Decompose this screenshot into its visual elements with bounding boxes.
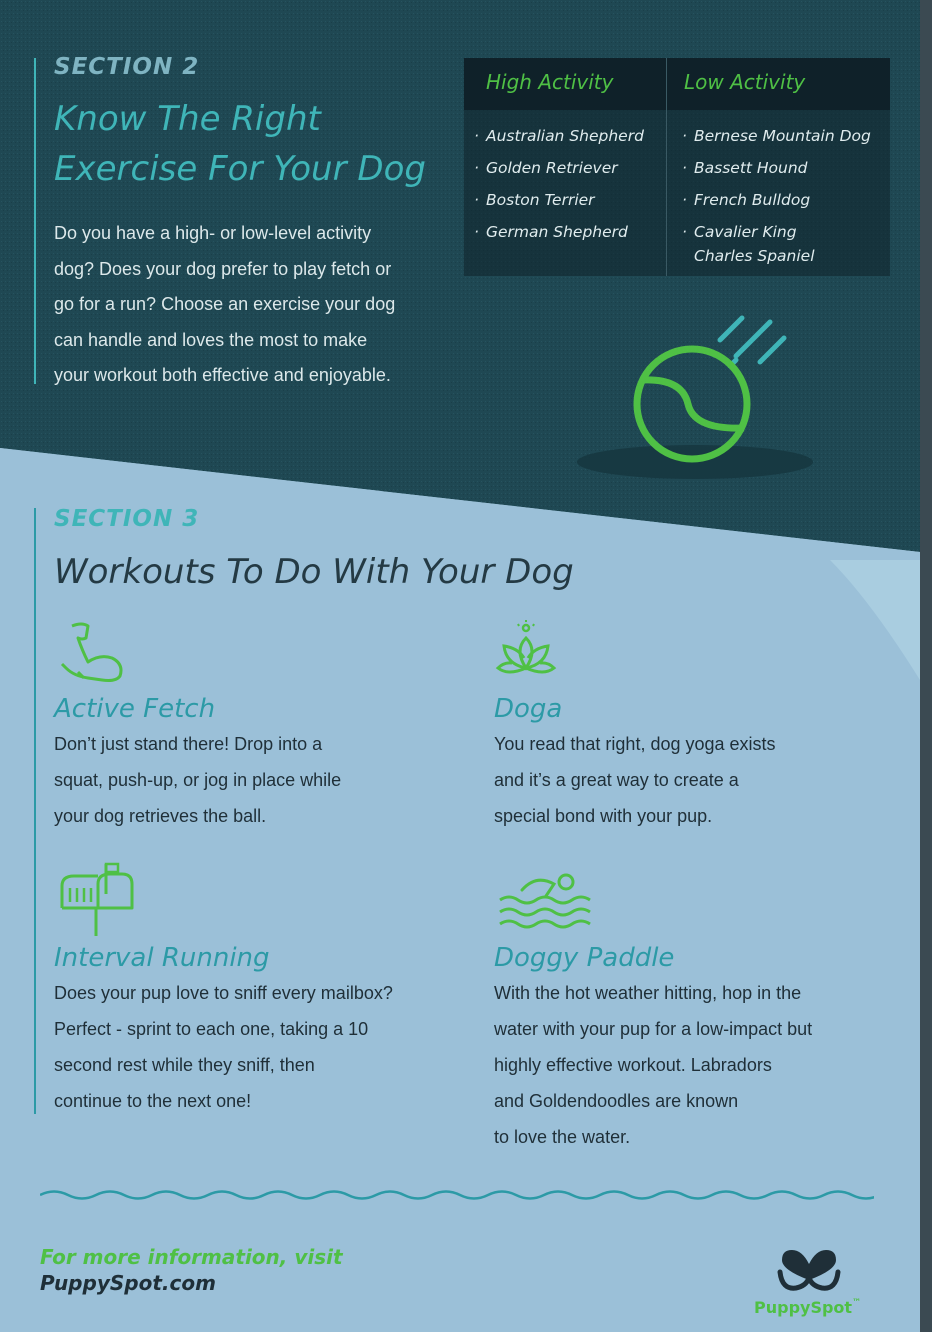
text-line: highly effective workout. Labradors (494, 1055, 772, 1075)
section-3-title: Workouts To Do With Your Dog (54, 552, 574, 592)
text-line: water with your pup for a low-impact but (494, 1019, 813, 1039)
text-line: With the hot weather hitting, hop in the (494, 983, 802, 1003)
text-line: and it’s a great way to create a (494, 770, 739, 790)
workout-title: Doga (494, 694, 563, 724)
activity-table (464, 58, 890, 276)
workout-title: Doggy Paddle (494, 943, 675, 973)
footer-line1: For more information, visit (40, 1245, 343, 1269)
dog-nose-logo-icon (772, 1240, 846, 1296)
paragraph-line: your workout both effective and enjoyable. (54, 365, 391, 385)
lotus-icon (494, 618, 558, 684)
workout-description (494, 726, 904, 834)
text-line: You read that right, dog yoga exists (494, 734, 776, 754)
section-2-accent-line (34, 58, 36, 384)
brand-name: PuppySpot (754, 1298, 853, 1317)
list-item: · Boston Terrier (474, 188, 664, 212)
paragraph-line: go for a run? Choose an exercise your dog (54, 294, 396, 314)
text-line: your dog retrieves the ball. (54, 806, 267, 826)
section-2-title-line2: Exercise For Your Dog (54, 149, 426, 189)
text-line: second rest while they sniff, then (54, 1055, 315, 1075)
section-2-title (54, 94, 426, 194)
low-activity-list (682, 124, 887, 276)
list-item: · German Shepherd (474, 220, 664, 244)
paragraph-line: Do you have a high- or low-level activity (54, 223, 372, 243)
puppyspot-logo (752, 1240, 872, 1324)
high-activity-list (474, 124, 664, 252)
text-line: and Goldendoodles are known (494, 1091, 739, 1111)
text-line: to love the water. (494, 1127, 631, 1147)
flexed-arm-icon (58, 620, 128, 684)
tennis-ball-icon (570, 300, 820, 485)
workout-interval-running (54, 943, 474, 1119)
right-edge-bar (920, 0, 932, 1332)
trademark-symbol: ™ (852, 1298, 862, 1308)
section-2-paragraph (54, 216, 454, 394)
text-line: continue to the next one! (54, 1091, 252, 1111)
mailbox-icon (58, 862, 136, 938)
high-activity-header: High Activity (486, 70, 614, 94)
workout-description (54, 975, 474, 1119)
text-line: special bond with your pup. (494, 806, 713, 826)
workout-doggy-paddle (494, 943, 904, 1155)
workout-active-fetch (54, 694, 474, 834)
list-item: · Golden Retriever (474, 156, 664, 180)
list-item: · Bernese Mountain Dog (682, 124, 887, 148)
list-item: · French Bulldog (682, 188, 887, 212)
text-line: Does your pup love to sniff every mailbox? (54, 983, 393, 1003)
section-2-label: SECTION 2 (54, 54, 200, 80)
swimmer-icon (496, 870, 592, 932)
text-line: squat, push-up, or jog in place while (54, 770, 342, 790)
list-item: · Bassett Hound (682, 156, 887, 180)
table-divider (666, 58, 667, 276)
workout-title: Active Fetch (54, 694, 216, 724)
workout-title: Interval Running (54, 943, 270, 973)
wave-divider (40, 1180, 874, 1210)
workout-doga (494, 694, 904, 834)
corner-highlight (790, 560, 920, 680)
puppyspot-wordmark (754, 1298, 861, 1317)
list-item: · Australian Shepherd (474, 124, 664, 148)
footer-website-link[interactable]: PuppySpot.com (40, 1271, 216, 1295)
workout-description (54, 726, 474, 834)
section-2-title-line1: Know The Right (54, 99, 321, 139)
workout-description (494, 975, 904, 1155)
footer-info (40, 1244, 343, 1296)
low-activity-header: Low Activity (684, 70, 806, 94)
text-line: Perfect - sprint to each one, taking a 10 (54, 1019, 369, 1039)
list-item: · Cavalier King Charles Spaniel (682, 220, 844, 268)
paragraph-line: can handle and loves the most to make (54, 329, 368, 350)
paragraph-line: dog? Does your dog prefer to play fetch or (54, 258, 392, 279)
text-line: Don’t just stand there! Drop into a (54, 734, 323, 754)
section-3-accent-line (34, 508, 36, 1114)
section-3-label: SECTION 3 (54, 506, 200, 532)
